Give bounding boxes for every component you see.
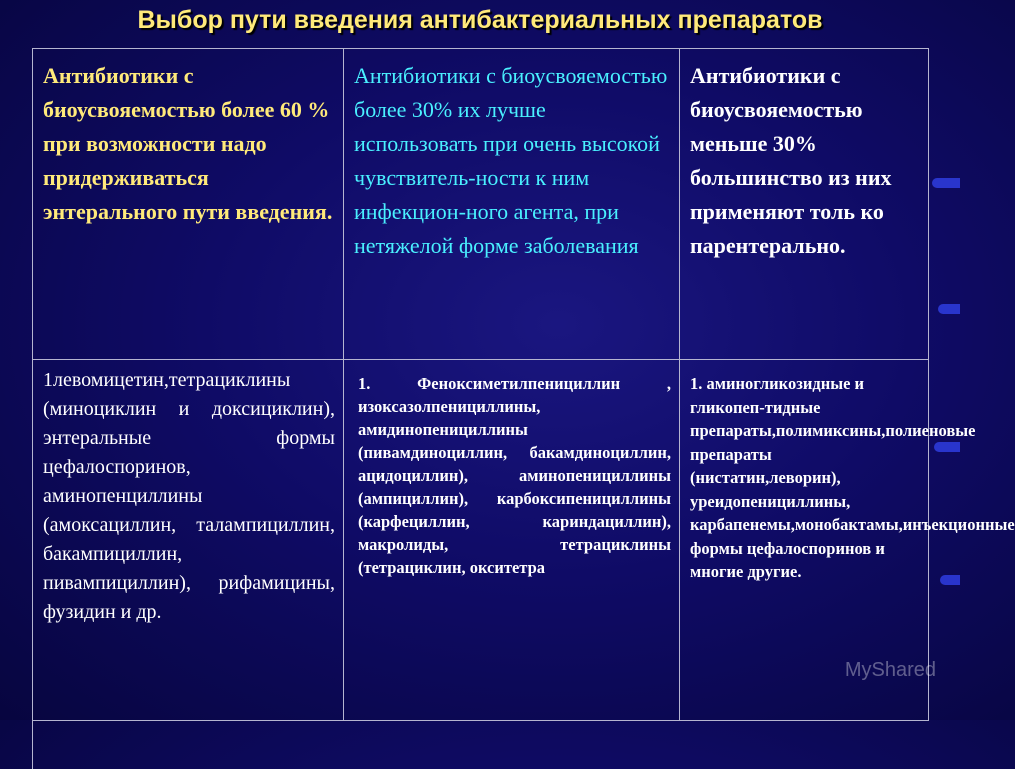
decor-bar <box>938 304 960 314</box>
content-cell-medium-bioavailability: 1. Феноксиметилпенициллин , изоксазолпенициллины, амидинопенициллины (пивамдиноциллин, бакамдиноциллин, ацидоциллин), аминопенициллины (ампициллин), карбоксипенициллины (карфециллин, кариндациллин), макролиды, тетрациклины (тетрациклин, окситетра <box>344 360 680 721</box>
decor-bar <box>940 575 960 585</box>
content-cell-high-bioavailability: 1левомицетин,тетрациклины (миноциклин и доксициклин), энтеральные формы цефалоспоринов, аминопенциллины (амоксациллин, талампициллин, бакампициллин, пивампициллин), рифамицины, фузидин и др. <box>33 360 344 721</box>
decor-bar <box>932 178 960 188</box>
header-cell-medium-bioavailability: Антибиотики с биоусвояемостью более 30% их лучше использовать при очень высокой чувствитель-ности к ним инфекцион-ного агента, при нетяжелой форме заболевания <box>344 49 680 360</box>
watermark-logo: MyShared <box>844 659 936 681</box>
header-cell-high-bioavailability: Антибиотики с биоусвояемостью более 60 % при возможности надо придерживаться энтерального пути введения. <box>33 49 344 360</box>
comparison-table <box>32 48 1015 769</box>
content-cell-low-bioavailability: 1. аминогликозидные и гликопеп-тидные препараты,полимиксины,полиеновые препараты (нистатин,леворин), уреидопенициллины, карбапенемы,монобактамы,инъекционные формы цефалоспоринов и многие другие. <box>680 360 929 721</box>
slide-title: Выбор пути введения антибактериальных препаратов <box>137 6 823 34</box>
header-cell-low-bioavailability: Антибиотики с биоусвояемостью меньше 30% большинство из них применяют толь ко парентерально. <box>680 49 929 360</box>
decor-bar <box>934 442 960 452</box>
